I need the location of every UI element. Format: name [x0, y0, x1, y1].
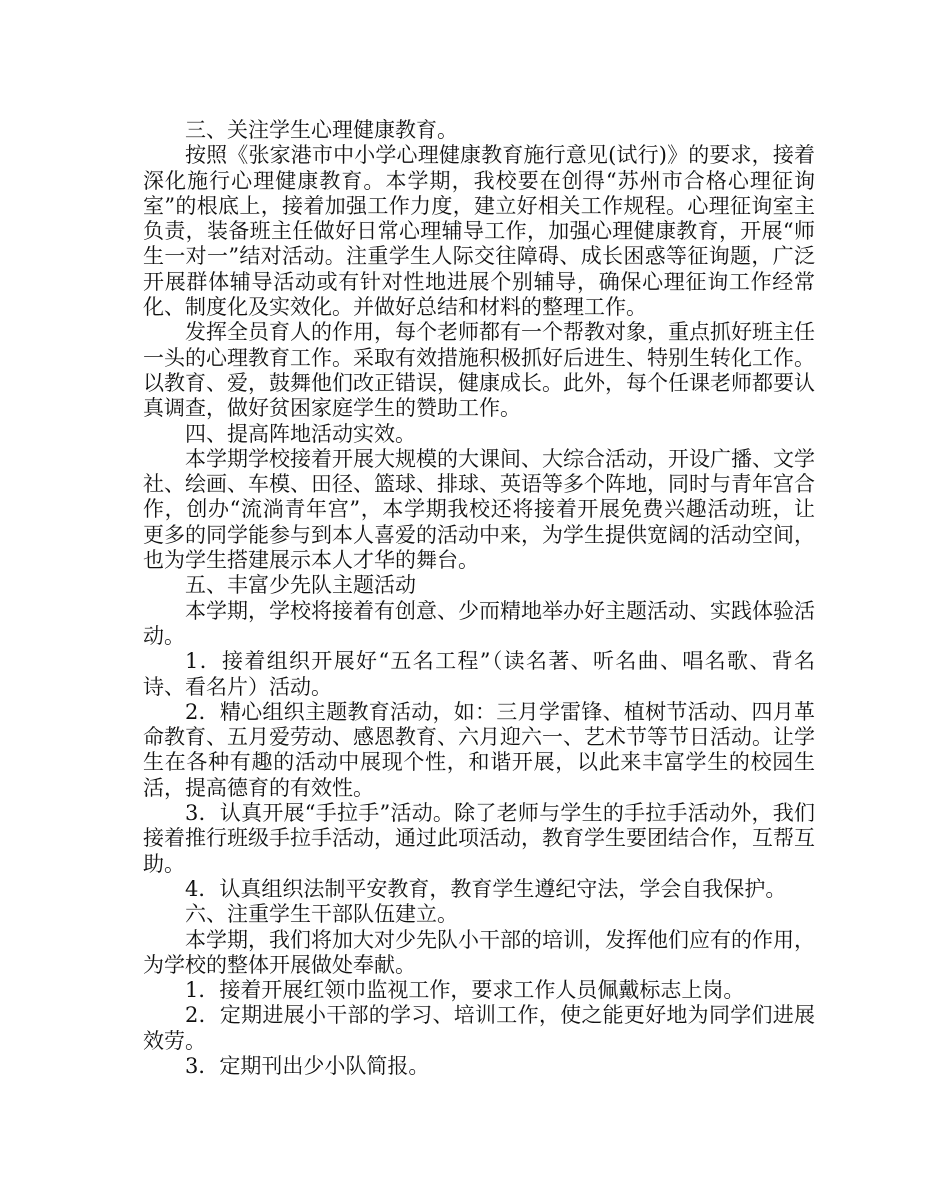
- paragraph: 本学期，学校将接着有创意、少而精地举办好主题活动、实践体验活动。: [143, 598, 815, 648]
- section-heading-4: 四、提高阵地活动实效。: [185, 421, 416, 446]
- section-heading-5: 五、丰富少先队主题活动: [185, 573, 416, 598]
- list-item: 3．定期刊出少小队简报。: [185, 1053, 430, 1078]
- section-heading-6: 六、注重学生干部队伍建立。: [185, 902, 458, 927]
- list-item: 2．精心组织主题教育活动，如：三月学雷锋、植树节活动、四月革命教育、五月爱劳动、感恩教育、六月迎六一、艺术节等节日活动。让学生在各种有趣的活动中展现个性，和谐开展，以此来丰富学生的校园生活，提高德育的有效性。: [143, 699, 815, 800]
- list-item: 1．接着开展红领巾监视工作，要求工作人员佩戴标志上岗。: [185, 978, 745, 1003]
- paragraph: 按照《张家港市中小学心理健康教育施行意见(试行)》的要求，接着深化施行心理健康教育。本学期，我校要在创得“苏州市合格心理征询室”的根底上，接着加强工作力度，建立好相关工作规程。心理征询室主负责，装备班主任做好日常心理辅导工作，加强心理健康教育，开展“师生一对一”结对活动。注重学生人际交往障碍、成长困惑等征询题，广泛开展群体辅导活动或有针对性地进展个别辅导，确保心理征询工作经常化、制度化及实效化。并做好总结和材料的整理工作。: [143, 143, 815, 320]
- paragraph: 本学期学校接着开展大规模的大课间、大综合活动，开设广播、文学社、绘画、车模、田径、篮球、排球、英语等多个阵地，同时与青年宫合作，创办“流淌青年宫”，本学期我校还将接着开展免费兴趣活动班，让更多的同学能参与到本人喜爱的活动中来，为学生提供宽阔的活动空间，也为学生搭建展示本人才华的舞台。: [143, 446, 815, 573]
- section-heading-3: 三、关注学生心理健康教育。: [185, 118, 458, 142]
- document-body: [143, 118, 815, 1079]
- paragraph: 发挥全员育人的作用，每个老师都有一个帮教对象，重点抓好班主任一头的心理教育工作。采取有效措施积极抓好后进生、特别生转化工作。以教育、爱，鼓舞他们改正错误，健康成长。此外，每个任课老师都要认真调查，做好贫困家庭学生的赞助工作。: [143, 320, 815, 421]
- list-item: 1．接着组织开展好“五名工程”（读名著、听名曲、唱名歌、背名诗、看名片）活动。: [143, 649, 815, 699]
- list-item: 3．认真开展“手拉手”活动。除了老师与学生的手拉手活动外，我们接着推行班级手拉手活动，通过此项活动，教育学生要团结合作，互帮互助。: [143, 801, 815, 876]
- list-item: 4．认真组织法制平安教育，教育学生遵纪守法，学会自我保护。: [185, 876, 787, 901]
- list-item: 2．定期进展小干部的学习、培训工作，使之能更好地为同学们进展效劳。: [143, 1003, 815, 1053]
- paragraph: 本学期，我们将加大对少先队小干部的培训，发挥他们应有的作用，为学校的整体开展做处奉献。: [143, 927, 815, 977]
